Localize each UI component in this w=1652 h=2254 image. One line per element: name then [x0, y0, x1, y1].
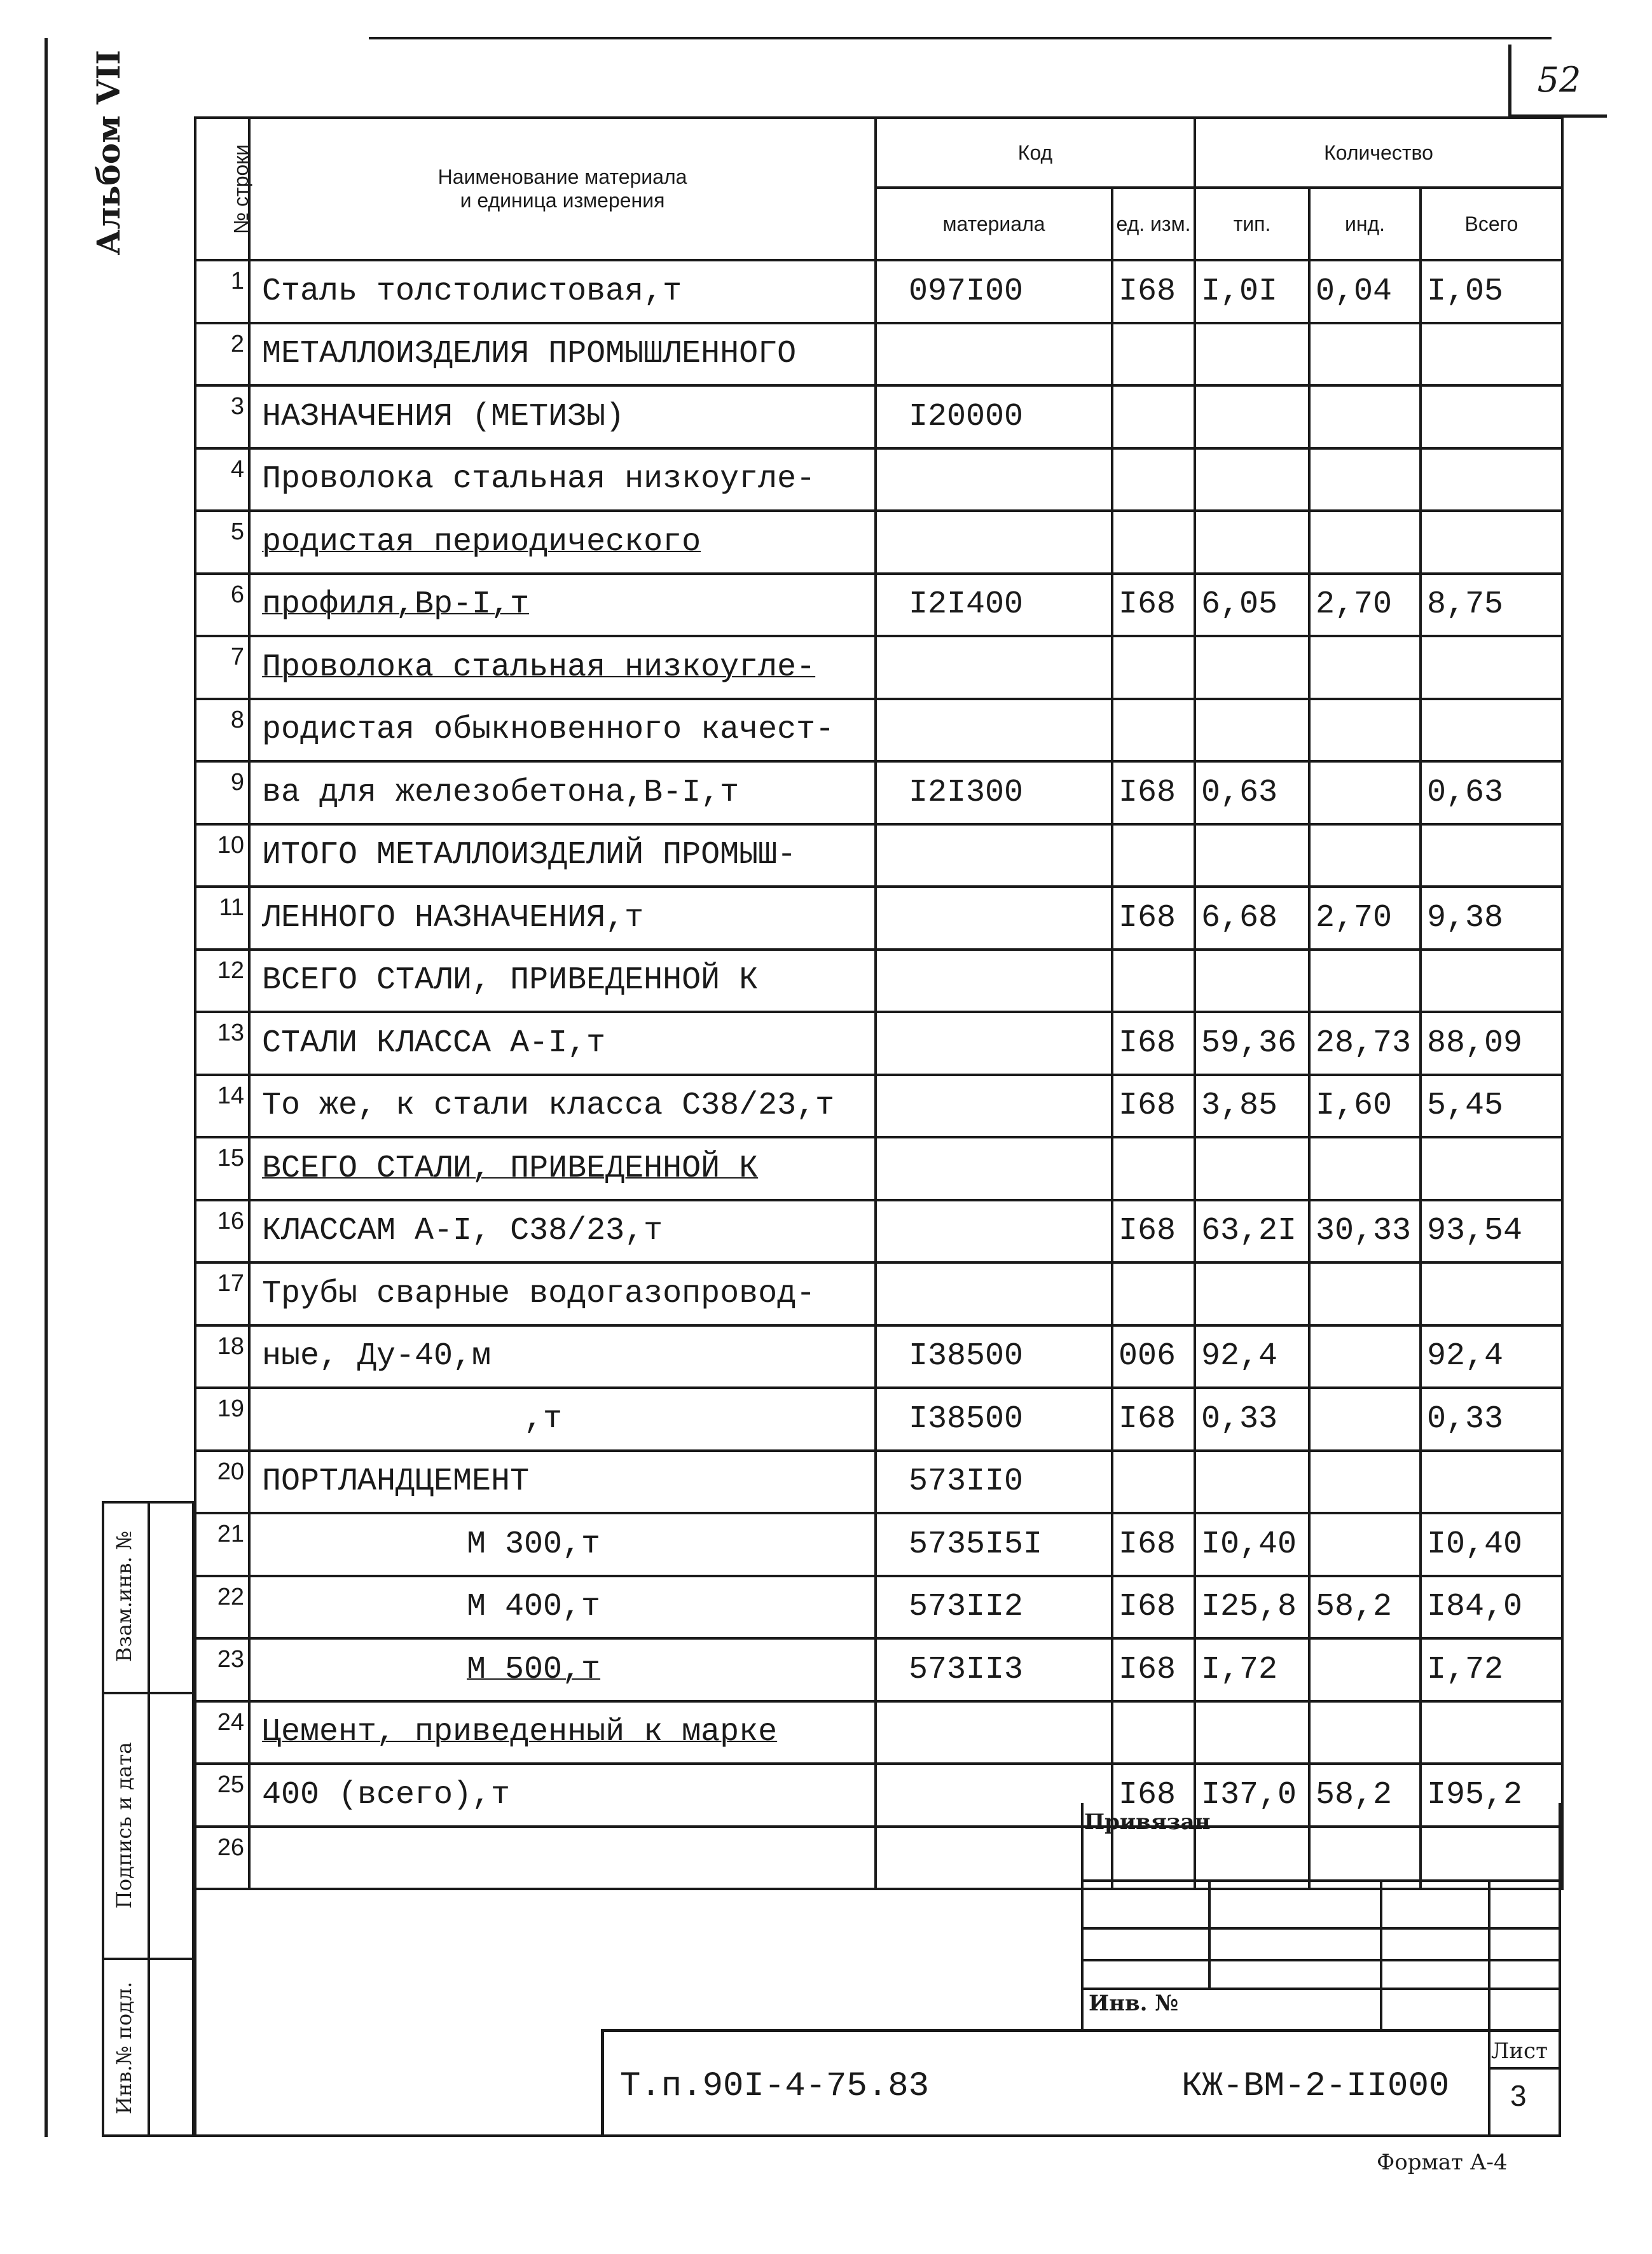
tb-linked-v3 [1488, 1879, 1490, 2032]
qty-typ [1195, 950, 1309, 1013]
unit-code: I68 [1112, 887, 1195, 950]
material-code [876, 636, 1112, 699]
header-code-group: Код [876, 118, 1195, 188]
material-name: СТАЛИ КЛАССА А-I,т [249, 1012, 876, 1075]
table-row [195, 1200, 1562, 1263]
inv-label: Инв. № [1089, 1991, 1179, 2016]
material-code [876, 824, 1112, 887]
qty-typ [1195, 1451, 1309, 1514]
unit-code [1112, 385, 1195, 448]
row-number: 6 [195, 574, 249, 637]
qty-typ: I,72 [1195, 1638, 1309, 1701]
material-code: 573II2 [876, 1576, 1112, 1639]
qty-typ: 3,85 [1195, 1075, 1309, 1138]
material-code: 573II0 [876, 1451, 1112, 1514]
material-code [876, 1137, 1112, 1200]
material-name: родистая периодического [249, 511, 876, 574]
tb-linked-left [1081, 1803, 1084, 2032]
qty-total: I,72 [1421, 1638, 1562, 1701]
qty-ind [1309, 323, 1421, 386]
table-row [195, 385, 1562, 448]
qty-typ [1195, 699, 1309, 762]
table-row [195, 1388, 1562, 1451]
qty-typ: 59,36 [1195, 1012, 1309, 1075]
album-label: Альбом VII [89, 50, 127, 256]
stamp-original-inv: Инв.№ подл. [112, 1981, 136, 2115]
header-code-material: материала [876, 188, 1112, 260]
tb-linked-v1 [1208, 1879, 1211, 1989]
qty-typ [1195, 385, 1309, 448]
material-code: I20000 [876, 385, 1112, 448]
unit-code: I68 [1112, 1576, 1195, 1639]
row-number: 9 [195, 761, 249, 824]
row-number: 1 [195, 260, 249, 323]
material-code: 097I00 [876, 260, 1112, 323]
row-number: 10 [195, 824, 249, 887]
qty-total [1421, 323, 1562, 386]
unit-code: I68 [1112, 1764, 1195, 1827]
qty-ind [1309, 511, 1421, 574]
tb-main-top [601, 2029, 1560, 2032]
row-number: 22 [195, 1576, 249, 1639]
row-number: 14 [195, 1075, 249, 1138]
table-row [195, 511, 1562, 574]
qty-total: 92,4 [1421, 1325, 1562, 1388]
qty-typ: 0,33 [1195, 1388, 1309, 1451]
material-name: Цемент, приведенный к марке [249, 1701, 876, 1764]
material-name: М 300,т [249, 1513, 876, 1576]
row-number: 17 [195, 1262, 249, 1325]
row-number: 15 [195, 1137, 249, 1200]
material-code [876, 1262, 1112, 1325]
qty-typ: 6,68 [1195, 887, 1309, 950]
table-row [195, 1262, 1562, 1325]
qty-ind [1309, 1388, 1421, 1451]
tb-sheet-left [1488, 2029, 1490, 2136]
material-code [876, 1827, 1112, 1890]
material-code [876, 1200, 1112, 1263]
qty-total: 0,63 [1421, 761, 1562, 824]
unit-code: I68 [1112, 1075, 1195, 1138]
material-code [876, 699, 1112, 762]
material-name: ,т [249, 1388, 876, 1451]
qty-total: 5,45 [1421, 1075, 1562, 1138]
qty-ind: I,60 [1309, 1075, 1421, 1138]
sheet-label: Лист [1491, 2038, 1548, 2064]
stamp-signature-date: Подпись и дата [112, 1741, 136, 1909]
qty-typ: I37,0 [1195, 1764, 1309, 1827]
qty-ind [1309, 1262, 1421, 1325]
material-name: Проволока стальная низкоугле- [249, 448, 876, 511]
material-code [876, 448, 1112, 511]
header-rownum: № строки [195, 118, 249, 260]
row-number: 8 [195, 699, 249, 762]
qty-typ [1195, 323, 1309, 386]
linked-label: Привязан [1084, 1809, 1211, 1835]
sheet-value: 3 [1510, 2079, 1527, 2112]
unit-code: I68 [1112, 1513, 1195, 1576]
qty-total [1421, 1137, 1562, 1200]
qty-ind [1309, 761, 1421, 824]
tb-linked-v2 [1380, 1879, 1382, 2032]
qty-total: 8,75 [1421, 574, 1562, 637]
qty-total: I,05 [1421, 260, 1562, 323]
doc-number: Т.п.90I-4-75.83 [620, 2067, 930, 2106]
stamp-replaced-inv: Взам.инв. № [112, 1530, 136, 1663]
material-code [876, 950, 1112, 1013]
material-name: ВСЕГО СТАЛИ, ПРИВЕДЕННОЙ К [249, 950, 876, 1013]
qty-total [1421, 699, 1562, 762]
header-qty-total: Всего [1421, 188, 1562, 260]
material-name: ПОРТЛАНДЦЕМЕНТ [249, 1451, 876, 1514]
unit-code [1112, 1137, 1195, 1200]
material-name: Сталь толстолистовая,т [249, 260, 876, 323]
row-number: 12 [195, 950, 249, 1013]
row-number: 23 [195, 1638, 249, 1701]
table-row [195, 1325, 1562, 1388]
stamp-div-2 [102, 1958, 194, 1960]
qty-typ: 63,2I [1195, 1200, 1309, 1263]
header-qty-group: Количество [1195, 118, 1562, 188]
table-row [195, 1137, 1562, 1200]
material-name: Трубы сварные водогазопровод- [249, 1262, 876, 1325]
qty-ind [1309, 636, 1421, 699]
format-label: Формат А-4 [1377, 2150, 1508, 2175]
material-code [876, 1764, 1112, 1827]
material-spec-table [194, 116, 1564, 1890]
qty-total: 88,09 [1421, 1012, 1562, 1075]
qty-total: 9,38 [1421, 887, 1562, 950]
qty-total: 0,33 [1421, 1388, 1562, 1451]
qty-typ [1195, 1262, 1309, 1325]
table-row [195, 1638, 1562, 1701]
table-row [195, 636, 1562, 699]
unit-code [1112, 950, 1195, 1013]
row-number: 25 [195, 1764, 249, 1827]
table-row [195, 260, 1562, 323]
qty-total [1421, 511, 1562, 574]
qty-ind [1309, 1701, 1421, 1764]
tb-left [194, 1803, 196, 2137]
table-row [195, 761, 1562, 824]
table-row [195, 1701, 1562, 1764]
unit-code [1112, 323, 1195, 386]
stamp-mid-edge [148, 1501, 150, 2137]
tb-bottom [194, 2134, 1561, 2137]
unit-code [1112, 1701, 1195, 1764]
row-number: 3 [195, 385, 249, 448]
header-code-unit: ед. изм. [1112, 188, 1195, 260]
material-name: Проволока стальная низкоугле- [249, 636, 876, 699]
qty-typ [1195, 824, 1309, 887]
qty-ind [1309, 448, 1421, 511]
unit-code [1112, 699, 1195, 762]
material-name: НАЗНАЧЕНИЯ (МЕТИЗЫ) [249, 385, 876, 448]
table-row [195, 887, 1562, 950]
qty-total [1421, 385, 1562, 448]
table-row [195, 1451, 1562, 1514]
material-code: 573II3 [876, 1638, 1112, 1701]
table-row [195, 323, 1562, 386]
header-qty-ind: инд. [1309, 188, 1421, 260]
qty-total [1421, 1451, 1562, 1514]
material-name: ВСЕГО СТАЛИ, ПРИВЕДЕННОЙ К [249, 1137, 876, 1200]
qty-ind [1309, 699, 1421, 762]
material-code: 5735I5I [876, 1513, 1112, 1576]
material-name: родистая обыкновенного качест- [249, 699, 876, 762]
material-code [876, 323, 1112, 386]
table-row [195, 824, 1562, 887]
qty-ind: 2,70 [1309, 574, 1421, 637]
qty-total [1421, 950, 1562, 1013]
unit-code [1112, 448, 1195, 511]
qty-typ: I,0I [1195, 260, 1309, 323]
row-number: 5 [195, 511, 249, 574]
qty-ind [1309, 385, 1421, 448]
table-row [195, 950, 1562, 1013]
qty-ind [1309, 1513, 1421, 1576]
qty-typ: I0,40 [1195, 1513, 1309, 1576]
table-row [195, 1513, 1562, 1576]
tb-sheet-div [1488, 2067, 1560, 2070]
unit-code [1112, 824, 1195, 887]
qty-ind: 58,2 [1309, 1576, 1421, 1639]
stamp-div-1 [102, 1692, 194, 1694]
row-number: 24 [195, 1701, 249, 1764]
header-name: Наименование материала и единица измерения [249, 118, 876, 260]
material-code [876, 887, 1112, 950]
material-name: ИТОГО МЕТАЛЛОИЗДЕЛИЙ ПРОМЫШ- [249, 824, 876, 887]
unit-code: I68 [1112, 1388, 1195, 1451]
sheet-number: 52 [1508, 45, 1607, 118]
top-rule [369, 37, 1552, 39]
qty-typ: 92,4 [1195, 1325, 1309, 1388]
qty-ind [1309, 1451, 1421, 1514]
stamp-left-edge [102, 1501, 104, 2137]
qty-ind [1309, 950, 1421, 1013]
qty-total: I0,40 [1421, 1513, 1562, 1576]
qty-ind: 2,70 [1309, 887, 1421, 950]
unit-code [1112, 636, 1195, 699]
qty-total [1421, 1701, 1562, 1764]
qty-typ: 0,63 [1195, 761, 1309, 824]
table-row [195, 699, 1562, 762]
unit-code: I68 [1112, 260, 1195, 323]
header-qty-typ: тип. [1195, 188, 1309, 260]
qty-typ: I25,8 [1195, 1576, 1309, 1639]
row-number: 13 [195, 1012, 249, 1075]
material-name: М 500,т [249, 1638, 876, 1701]
material-name: КЛАССАМ А-I, С38/23,т [249, 1200, 876, 1263]
qty-typ: 6,05 [1195, 574, 1309, 637]
unit-code [1112, 1451, 1195, 1514]
stamp-bottom [102, 2134, 194, 2137]
qty-typ [1195, 511, 1309, 574]
tb-main-left [601, 2029, 604, 2136]
qty-ind [1309, 1137, 1421, 1200]
qty-ind: 0,04 [1309, 260, 1421, 323]
material-code: I38500 [876, 1388, 1112, 1451]
material-name: То же, к стали класса С38/23,т [249, 1075, 876, 1138]
drawing-code: КЖ-ВМ-2-II000 [1181, 2067, 1450, 2106]
material-name: ва для железобетона,В-I,т [249, 761, 876, 824]
table-row [195, 1764, 1562, 1827]
qty-typ [1195, 1701, 1309, 1764]
unit-code: 006 [1112, 1325, 1195, 1388]
qty-total: I84,0 [1421, 1576, 1562, 1639]
unit-code [1112, 511, 1195, 574]
row-number: 20 [195, 1451, 249, 1514]
material-code: I38500 [876, 1325, 1112, 1388]
unit-code: I68 [1112, 1638, 1195, 1701]
material-name [249, 1827, 876, 1890]
material-name: ные, Ду-40,м [249, 1325, 876, 1388]
qty-ind [1309, 1325, 1421, 1388]
material-code [876, 1012, 1112, 1075]
qty-total [1421, 824, 1562, 887]
material-name: М 400,т [249, 1576, 876, 1639]
row-number: 16 [195, 1200, 249, 1263]
qty-ind: 30,33 [1309, 1200, 1421, 1263]
qty-total [1421, 636, 1562, 699]
unit-code: I68 [1112, 761, 1195, 824]
qty-ind: 58,2 [1309, 1764, 1421, 1827]
material-name: профиля,Вр-I,т [249, 574, 876, 637]
material-name: МЕТАЛЛОИЗДЕЛИЯ ПРОМЫШЛЕННОГО [249, 323, 876, 386]
outer-left-rule [45, 38, 48, 2137]
table-row [195, 1075, 1562, 1138]
row-number: 26 [195, 1827, 249, 1890]
row-number: 2 [195, 323, 249, 386]
qty-total: I95,2 [1421, 1764, 1562, 1827]
unit-code [1112, 1262, 1195, 1325]
qty-typ [1195, 636, 1309, 699]
table-row [195, 574, 1562, 637]
qty-ind [1309, 1638, 1421, 1701]
material-code: I2I400 [876, 574, 1112, 637]
table-row [195, 1012, 1562, 1075]
row-number: 19 [195, 1388, 249, 1451]
unit-code: I68 [1112, 1012, 1195, 1075]
qty-total: 93,54 [1421, 1200, 1562, 1263]
qty-ind [1309, 824, 1421, 887]
material-code [876, 1075, 1112, 1138]
tb-right [1559, 1803, 1561, 2137]
material-name: 400 (всего),т [249, 1764, 876, 1827]
table-row [195, 448, 1562, 511]
material-code [876, 511, 1112, 574]
row-number: 18 [195, 1325, 249, 1388]
unit-code: I68 [1112, 1200, 1195, 1263]
table-row [195, 1576, 1562, 1639]
qty-typ [1195, 448, 1309, 511]
qty-typ [1195, 1137, 1309, 1200]
unit-code: I68 [1112, 574, 1195, 637]
row-number: 21 [195, 1513, 249, 1576]
qty-total [1421, 448, 1562, 511]
material-code [876, 1701, 1112, 1764]
row-number: 11 [195, 887, 249, 950]
material-name: ЛЕННОГО НАЗНАЧЕНИЯ,т [249, 887, 876, 950]
row-number: 4 [195, 448, 249, 511]
qty-ind: 28,73 [1309, 1012, 1421, 1075]
row-number: 7 [195, 636, 249, 699]
material-code: I2I300 [876, 761, 1112, 824]
qty-total [1421, 1262, 1562, 1325]
